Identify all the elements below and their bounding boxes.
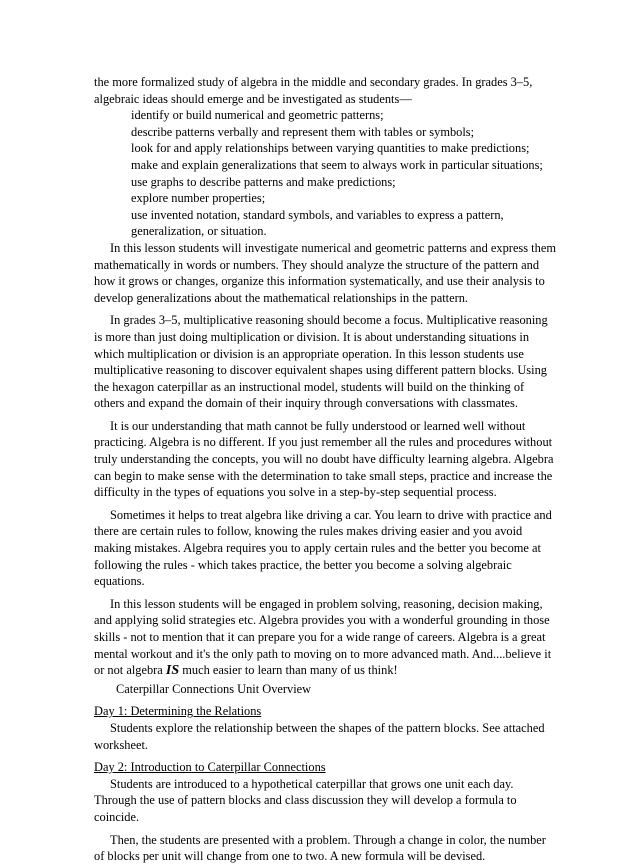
day-2-heading: Day 2: Introduction to Caterpillar Connections (94, 760, 326, 775)
paragraph-text: much easier to learn than many of us think! (179, 663, 398, 678)
document-body (94, 74, 556, 865)
paragraph-text: In this lesson students will be engaged in problem solving, reasoning, decision making, and applying solid strategies etc. Algebra provides you with a wonderful grounding in those skills - not to mention that it can prepare you for a wide range of careers. Algebra is a great mental workout and it's the only path to moving on to more advanced math. And....believe it or not algebra (94, 596, 552, 678)
list-item: use graphs to describe patterns and make predictions; (131, 174, 396, 189)
list-item: identify or build numerical and geometric patterns; (131, 108, 384, 123)
intro-line-1: the more formalized study of algebra in the middle and secondary grades. In grades 3–5, (94, 75, 533, 89)
day-2-text-1: Students are introduced to a hypothetical caterpillar that grows one unit each day. Through the use of pattern blocks and class discussion they will develop a formula to coincide. (94, 776, 517, 824)
paragraph-multiplicative: In grades 3–5, multiplicative reasoning should become a focus. Multiplicative reasoning is more than just doing multiplication or division. It is about understanding situations in which multiplication or division is an appropriate operation. In this lesson students use multiplicative reasoning to discover equivalent shapes using different pattern blocks. Using the hexagon caterpillar as an instructional model, students will build on the thinking of others and expand the domain of their inquiry through conversations with classmates. (94, 313, 548, 411)
day-2-text-2: Then, the students are presented with a problem. Through a change in color, the number of blocks per unit will change from one to two. A new formula will be devised. (94, 832, 546, 864)
day-1-heading: Day 1: Determining the Relations (94, 704, 262, 719)
list-item: make and explain generalizations that seem to always work in particular situations; (131, 157, 543, 172)
paragraph-practice: It is our understanding that math cannot be fully understood or learned well without practicing. Algebra is no different. If you just remember all the rules and procedures without truly understanding the concepts, you will no doubt have difficulty learning algebra. Algebra can begin to make sense with the determination to take small steps, practice and increase the difficulty in the types of equations you solve in a step-by-step sequential process. (94, 418, 554, 500)
emphasis-is: IS (165, 663, 180, 679)
intro-line-2: algebraic ideas should emerge and be investigated as students— (94, 91, 412, 106)
unit-overview-title: Caterpillar Connections Unit Overview (116, 681, 312, 696)
paragraph-driving: Sometimes it helps to treat algebra like driving a car. You learn to drive with practice and there are certain rules to follow, knowing the rules makes driving easier and you avoid making mistakes. Algebra requires you to apply certain rules and the better you become at following the rules - which takes practice, the better you become a solving algebraic equations. (94, 507, 552, 589)
day-1-text: Students explore the relationship between the shapes of the pattern blocks. See attached worksheet. (94, 720, 545, 752)
paragraph-problem-solving (94, 596, 556, 680)
student-activities-list (94, 107, 556, 240)
list-item: look for and apply relationships between varying quantities to make predictions; (131, 141, 530, 156)
list-item: use invented notation, standard symbols, and variables to express a pattern, generalization, or situation. (131, 207, 504, 239)
list-item: explore number properties; (131, 191, 266, 206)
paragraph-patterns: In this lesson students will investigate numerical and geometric patterns and express them mathematically in words or numbers. They should analyze the structure of the pattern and how it grows or changes, organize this information systematically, and use their analysis to develop generalizations about the mathematical relationships in the pattern. (94, 240, 556, 305)
list-item: describe patterns verbally and represent them with tables or symbols; (131, 124, 475, 139)
